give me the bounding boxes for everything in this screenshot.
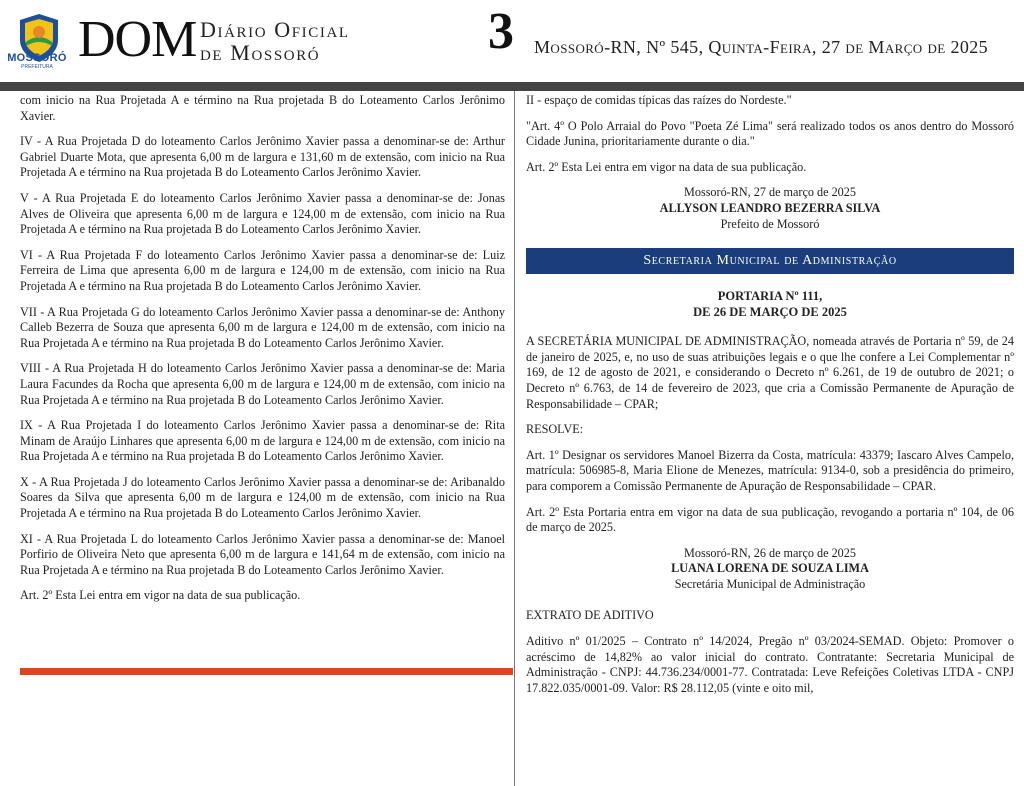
extrato-title: EXTRATO DE ADITIVO [526,608,654,623]
law-paragraph: "Art. 4º O Polo Arraial do Povo "Poeta Zé Lima" será realizado todos os anos dentro do Mossoró Cidade Junina, prioritariamente durante o dia." [526,118,1014,149]
left-paragraph: V - A Rua Projetada E do loteamento Carlos Jerônimo Xavier passa a denominar-se de: Jonas Alves de Oliveira que apresenta 6,00 m de largura e 124,00 m de extensão, com inicio na Rua Projetada A e término na Rua projetada B do Loteamento Carlos Jerônimo Xavier. [20,190,505,237]
portaria-article-2: Art. 2º Esta Portaria entra em vigor na data de sua publicação, revogando a portaria nº 104, de 06 de março de 2025. [526,504,1014,535]
left-paragraph: VI - A Rua Projetada F do loteamento Carlos Jerônimo Xavier passa a denominar-se de: Luiz Ferreira de Lima que apresenta 6,00 m de largura e 124,00 m de extensão, com inicio na Rua Projetada A e término na Rua projetada B do Loteamento Carlos Jerônimo Xavier. [20,247,505,293]
brand-line-2: de Mossoró [200,40,321,65]
left-paragraph: X - A Rua Projetada J do loteamento Carlos Jerônimo Xavier passa a denominar-se de: Aribanaldo Soares da Silva que apresenta 6,00 m de largura e 124,00 m de extensão, com inicio na Rua Projetada A e término na Rua projetada B do Loteamento Carlos Jerônimo Xavier. [20,474,505,521]
brand-dom: DOM [78,11,197,68]
page-header [0,0,1024,82]
left-paragraph: IX - A Rua Projetada I do loteamento Carlos Jerônimo Xavier passa a denominar-se de: Rita Minam de Araújo Linhares que apresenta 6,00 m de largura e 124,00 m de extensão, com inicio na Rua Projetada A e término na Rua projetada B do Loteamento Carlos Jerônimo Xavier. [20,418,505,464]
left-paragraph: IV - A Rua Projetada D do loteamento Carlos Jerônimo Xavier passa a denominar-se de: Arthur Gabriel Duarte Mota, que apresenta 6,00 m de largura e 131,60 m de extensão, com inicio na Rua Projetada A e término na Rua projetada B do Loteamento Carlos Jerônimo Xavier. [20,134,505,180]
law-signature-block [526,185,1014,232]
portaria-signer: LUANA LORENA DE SOUZA LIMA [671,561,869,576]
law-signer-role: Prefeito de Mossoró [720,216,820,231]
law-paragraph: Art. 2º Esta Lei entra em vigor na data de sua publicação. [526,159,807,174]
brand-line-1: Diário Oficial [200,17,350,42]
right-column [526,93,1014,706]
red-highlight-line [20,668,513,675]
law-paragraph: II - espaço de comidas típicas das raízes do Nordeste." [526,93,792,107]
portaria-preamble: A SECRETÁRIA MUNICIPAL DE ADMINISTRAÇÃO, nomeada através de Portaria nº 59, de 24 de janeiro de 2025, e, no uso de suas atribuições legais e o que lhe confere a Lei Complementar nº 169, de 12 de agosto de 2021, e considerando o Decreto nº 6.261, de 19 de outubro de 2021; o Decreto nº 6.763, de 14 de fevereiro de 2023, que cria a Comissão Permanente de Apuração de Responsabilidade – CPAR; [526,334,1014,411]
section-title-bar: Secretaria Municipal de Administração [526,248,1014,274]
resolve-label: RESOLVE: [526,422,584,437]
left-paragraph: Art. 2º Esta Lei entra em vigor na data de sua publicação. [20,588,301,603]
logo-text: MOSSORÓ [7,52,67,64]
left-paragraph: com inicio na Rua Projetada A e término na Rua projetada B do Loteamento Carlos Jerônimo Xavier. [20,93,505,123]
column-divider [514,91,515,786]
portaria-title-line-1: PORTARIA Nº 111, [717,289,823,304]
extrato-text: Aditivo nº 01/2025 – Contrato nº 14/2024, Pregão nº 03/2024-SEMAD. Objeto: Promover o acréscimo de 14,82% ao valor inicial do contrato. Contratante: Secretaria Municipal de Administração - CNPJ: 44.736.234/0001-77. Contratada: Leve Refeições Coletivas LTDA - CNPJ 17.822.035/0001-09. Valor: R$ 28.112,05 (vinte e oito mil, [526,634,1014,695]
left-paragraph: VIII - A Rua Projetada H do loteamento Carlos Jerônimo Xavier passa a denominar-se de: Maria Laura Facundes da Rocha que apresenta 6,00 m de largura e 124,00 m de extensão, com inicio na Rua Projetada A e término na Rua projetada B do Loteamento Carlos Jerônimo Xavier. [20,361,505,407]
edition-line: Mossoró-RN, Nº 545, Quinta-Feira, 27 de Março de 2025 [534,37,989,57]
portaria-title-line-2: DE 26 DE MARÇO DE 2025 [693,305,847,320]
portaria-article-1: Art. 1º Designar os servidores Manoel Bizerra da Costa, matrícula: 43379; Iascaro Alves Campelo, matrícula: 506985-8, Maria Elione de Menezes, matrícula: 9134-0, sob a presidência do primeiro, para comporem a Comissão Permanente de Apuração de Responsabilidade – CPAR. [526,447,1014,493]
law-signer: ALLYSON LEANDRO BEZERRA SILVA [659,200,881,215]
portaria-signer-role: Secretária Municipal de Administração [674,576,866,591]
portaria-signature-block [526,546,1014,593]
portaria-title [526,288,1014,320]
left-paragraph: XI - A Rua Projetada L do loteamento Carlos Jerônimo Xavier passa a denominar-se de: Manoel Porfirio de Oliveira Neto que apresenta 6,00 m de largura e 141,64 m de extensão, com inicio na Rua Projetada A e término na Rua projetada B do Loteamento Carlos Jerônimo Xavier. [20,531,505,577]
left-column [20,93,505,614]
law-place-date: Mossoró-RN, 27 de março de 2025 [684,185,856,200]
page-number: 3 [488,3,514,60]
header-divider [0,82,1024,91]
logo-subtext: PREFEITURA [21,64,53,70]
left-paragraph: VII - A Rua Projetada G do loteamento Carlos Jerônimo Xavier passa a denominar-se de: Anthony Calleb Bezerra de Souza que apresenta 6,00 m de largura e 124,00 m de extensão, com inicio na Rua Projetada A e término na Rua projetada B do Loteamento Carlos Jerônimo Xavier. [20,304,505,350]
portaria-place-date: Mossoró-RN, 26 de março de 2025 [684,545,856,560]
